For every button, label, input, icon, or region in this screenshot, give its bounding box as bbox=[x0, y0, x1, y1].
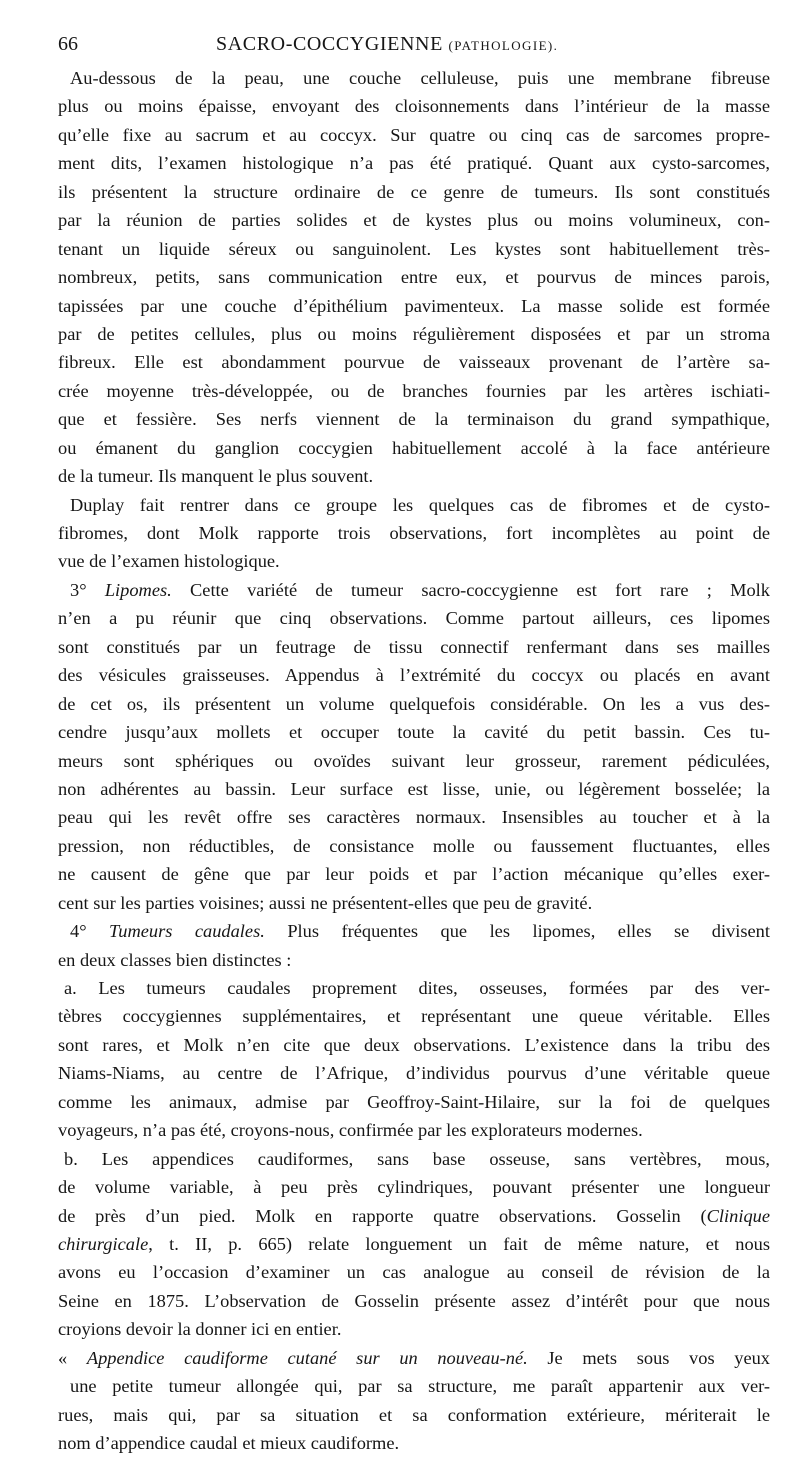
text-line: chirurgicale, t. II, p. 665) relate longuement un fait de même nature, et nous bbox=[58, 1233, 770, 1254]
text-line: non adhérentes au bassin. Leur surface est lisse, unie, ou légèrement bosselée; la bbox=[58, 778, 770, 799]
text-line: fibreux. Elle est abondamment pourvue de vaisseaux provenant de l’artère sa- bbox=[58, 352, 770, 373]
text-line: n’en a pu réunir que cinq observations. Comme partout ailleurs, ces lipomes bbox=[58, 608, 770, 629]
text-line: tapissées par une couche d’épithélium pavimenteux. La masse solide est formée bbox=[58, 295, 770, 316]
text-line: ne causent de gêne que par leur poids et par l’action mécanique qu’elles exer- bbox=[58, 864, 770, 885]
text-line: par la réunion de parties solides et de kystes plus ou moins volumineux, con- bbox=[58, 210, 770, 231]
text-line: sont rares, et Molk n’en cite que deux observations. L’existence dans la tribu des bbox=[58, 1034, 770, 1055]
text-line: sont constitués par un feutrage de tissu connectif renfermant dans ses mailles bbox=[58, 636, 770, 657]
section-number: 3° bbox=[70, 579, 105, 600]
text-line: b. Les appendices caudiformes, sans base osseuse, sans vertèbres, mous, bbox=[64, 1148, 770, 1169]
text-line bbox=[58, 917, 770, 945]
section-heading: Tumeurs caudales. bbox=[109, 921, 265, 942]
text-line: ils présentent la structure ordinaire de ce genre de tumeurs. Ils sont constitués bbox=[58, 181, 770, 202]
text-line bbox=[58, 1344, 770, 1372]
section-text: Cette variété de tumeur sacro-coccygienne est fort rare ; Molk bbox=[171, 579, 770, 600]
text-line: Niams-Niams, au centre de l’Afrique, d’individus pourvus d’une véritable queue bbox=[58, 1063, 770, 1084]
text-line: croyions devoir la donner ici en entier. bbox=[58, 1319, 342, 1340]
text-line: avons eu l’occasion d’examiner un cas analogue au conseil de révision de la bbox=[58, 1262, 770, 1283]
text-line: de près d’un pied. Molk en rapporte quatre observations. Gosselin (Clinique bbox=[58, 1205, 770, 1226]
page-number: 66 bbox=[58, 33, 78, 55]
text-line: tèbres coccygiennes supplémentaires, et représentant une queue véritable. Elles bbox=[58, 1006, 770, 1027]
text-line: cendre jusqu’aux mollets et occuper toute la cavité du petit bassin. Ces tu- bbox=[58, 722, 770, 743]
text-line: a. Les tumeurs caudales proprement dites, osseuses, formées par des ver- bbox=[64, 978, 770, 998]
text-line: comme les animaux, admise par Geoffroy-Saint-Hilaire, sur la foi de quelques bbox=[58, 1091, 770, 1112]
running-title bbox=[216, 24, 558, 66]
section-number: « bbox=[58, 1347, 87, 1368]
section-text: Je mets sous vos yeux bbox=[527, 1347, 770, 1368]
text-line: fibromes, dont Molk rapporte trois observations, fort incomplètes au point de bbox=[58, 523, 770, 543]
text-line: pression, non réductibles, de consistance molle ou faussement fluctuantes, elles bbox=[58, 835, 770, 856]
text-line: crée moyenne très-développée, ou de branches fournies par les artères ischiati- bbox=[58, 380, 770, 401]
text-line: cent sur les parties voisines; aussi ne présentent-elles que peu de gravité. bbox=[58, 892, 593, 913]
text-line: une petite tumeur allongée qui, par sa structure, me paraît appartenir aux ver- bbox=[70, 1376, 770, 1397]
book-title: Clinique bbox=[706, 1205, 770, 1226]
text-line: nombreux, petits, sans communication entre eux, et pourvus de minces parois, bbox=[58, 267, 770, 288]
text-line: des vésicules graisseuses. Appendus à l’extrémité du coccyx ou placés en avant bbox=[58, 665, 770, 686]
text-line: de volume variable, à peu près cylindriques, pouvant présenter une longueur bbox=[58, 1177, 770, 1198]
text-line: ment dits, l’examen histologique n’a pas été pratiqué. Quant aux cysto-sarcomes, bbox=[58, 153, 770, 174]
text-line: meurs sont sphériques ou ovoïdes suivant leur grosseur, rarement pédiculées, bbox=[58, 750, 770, 771]
book-title: chirurgicale bbox=[58, 1233, 149, 1254]
text-line: voyageurs, n’a pas été, croyons-nous, confirmée par les explorateurs modernes. bbox=[58, 1120, 643, 1141]
text-line: tenant un liquide séreux ou sanguinolent. Les kystes sont habituellement très- bbox=[58, 238, 770, 259]
text-line: rues, mais qui, par sa situation et sa conformation extérieure, mériterait le bbox=[58, 1404, 770, 1425]
text-line: plus ou moins épaisse, envoyant des cloisonnements dans l’intérieur de la masse bbox=[58, 96, 770, 117]
text-line: Seine en 1875. L’observation de Gosselin présente assez d’intérêt pour que nous bbox=[58, 1290, 770, 1311]
text-line: en deux classes bien distinctes : bbox=[58, 949, 292, 970]
text-line: peau qui les revêt offre ses caractères normaux. Insensibles au toucher et à la bbox=[58, 807, 770, 828]
text-line: Duplay fait rentrer dans ce groupe les quelques cas de fibromes et de cysto- bbox=[70, 494, 770, 515]
running-title-section: (PATHOLOGIE). bbox=[448, 38, 559, 53]
text-line: de cet os, ils présentent un volume quelquefois considérable. On les a vus des- bbox=[58, 693, 770, 714]
text-line: de la tumeur. Ils manquent le plus souvent. bbox=[58, 466, 374, 487]
text-line: que et fessière. Ses nerfs viennent de la terminaison du grand sympathique, bbox=[58, 409, 770, 430]
text-line: nom d’appendice caudal et mieux caudiforme. bbox=[58, 1433, 400, 1453]
body-text bbox=[58, 64, 770, 1457]
text-line: Au-dessous de la peau, une couche celluleuse, puis une membrane fibreuse bbox=[70, 68, 770, 88]
book-page bbox=[58, 24, 770, 1457]
section-text: Plus fréquentes que les lipomes, elles se divisent bbox=[264, 921, 770, 942]
text-line: ou émanent du ganglion coccygien habituellement accolé à la face antérieure bbox=[58, 437, 770, 458]
running-title-main: SACRO-COCCYGIENNE bbox=[216, 33, 443, 55]
text-line: par de petites cellules, plus ou moins régulièrement disposées et par un stroma bbox=[58, 323, 770, 344]
text-line bbox=[58, 576, 770, 604]
text-line: vue de l’examen histologique. bbox=[58, 551, 280, 572]
section-number: 4° bbox=[70, 921, 110, 942]
section-heading: Appendice caudiforme cutané sur un nouveau-né. bbox=[86, 1347, 528, 1368]
text-line: qu’elle fixe au sacrum et au coccyx. Sur quatre ou cinq cas de sarcomes propre- bbox=[58, 124, 770, 145]
running-header bbox=[58, 24, 770, 64]
section-heading: Lipomes. bbox=[104, 579, 172, 600]
